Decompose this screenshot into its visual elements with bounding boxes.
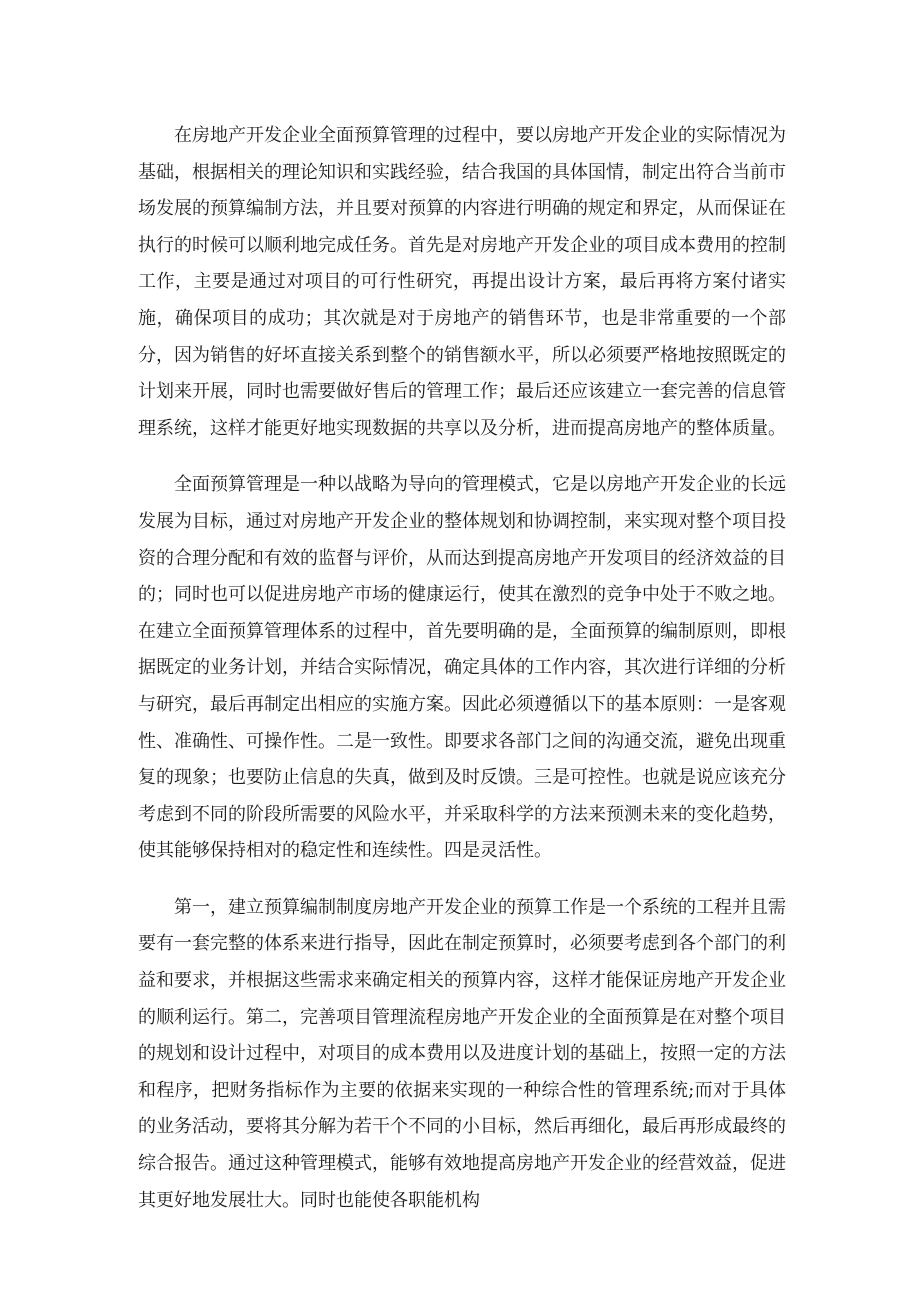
document-body bbox=[138, 118, 786, 1219]
paragraph-1: 在房地产开发企业全面预算管理的过程中，要以房地产开发企业的实际情况为基础，根据相关的理论知识和实践经验，结合我国的具体国情，制定出符合当前市场发展的预算编制方法，并且要对预算的内容进行明确的规定和界定，从而保证在执行的时候可以顺利地完成任务。首先是对房地产开发企业的项目成本费用的控制工作，主要是通过对项目的可行性研究，再提出设计方案，最后再将方案付诸实施，确保项目的成功；其次就是对于房地产的销售环节，也是非常重要的一个部分，因为销售的好坏直接关系到整个的销售额水平，所以必须要严格地按照既定的计划来开展，同时也需要做好售后的管理工作；最后还应该建立一套完善的信息管理系统，这样才能更好地实现数据的共享以及分析，进而提高房地产的整体质量。 bbox=[138, 125, 786, 439]
paragraph-3: 第一，建立预算编制制度房地产开发企业的预算工作是一个系统的工程并且需要有一套完整的体系来进行指导，因此在制定预算时，必须要考虑到各个部门的利益和要求，并根据这些需求来确定相关的预算内容，这样才能保证房地产开发企业的顺利运行。第二，完善项目管理流程房地产开发企业的全面预算是在对整个项目的规划和设计过程中，对项目的成本费用以及进度计划的基础上，按照一定的方法和程序，把财务指标作为主要的依据来实现的一种综合性的管理系统;而对于具体的业务活动，要将其分解为若干个不同的小目标，然后再细化，最后再形成最终的综合报告。通过这种管理模式，能够有效地提高房地产开发企业的经营效益，促进其更好地发展壮大。同时也能使各职能机构 bbox=[138, 896, 786, 1211]
paragraph-2: 全面预算管理是一种以战略为导向的管理模式，它是以房地产开发企业的长远发展为目标，通过对房地产开发企业的整体规划和协调控制，来实现对整个项目投资的合理分配和有效的监督与评价，从而达到提高房地产开发项目的经济效益的目的；同时也可以促进房地产市场的健康运行，使其在激烈的竞争中处于不败之地。在建立全面预算管理体系的过程中，首先要明确的是，全面预算的编制原则，即根据既定的业务计划，并结合实际情况，确定具体的工作内容，其次进行详细的分析与研究，最后再制定出相应的实施方案。因此必须遵循以下的基本原则：一是客观性、准确性、可操作性。二是一致性。即要求各部门之间的沟通交流，避免出现重复的现象；也要防止信息的失真，做到及时反馈。三是可控性。也就是说应该充分考虑到不同的阶段所需要的风险水平，并采取科学的方法来预测未来的变化趋势，使其能够保持相对的稳定性和连续性。四是灵活性。 bbox=[138, 474, 786, 862]
